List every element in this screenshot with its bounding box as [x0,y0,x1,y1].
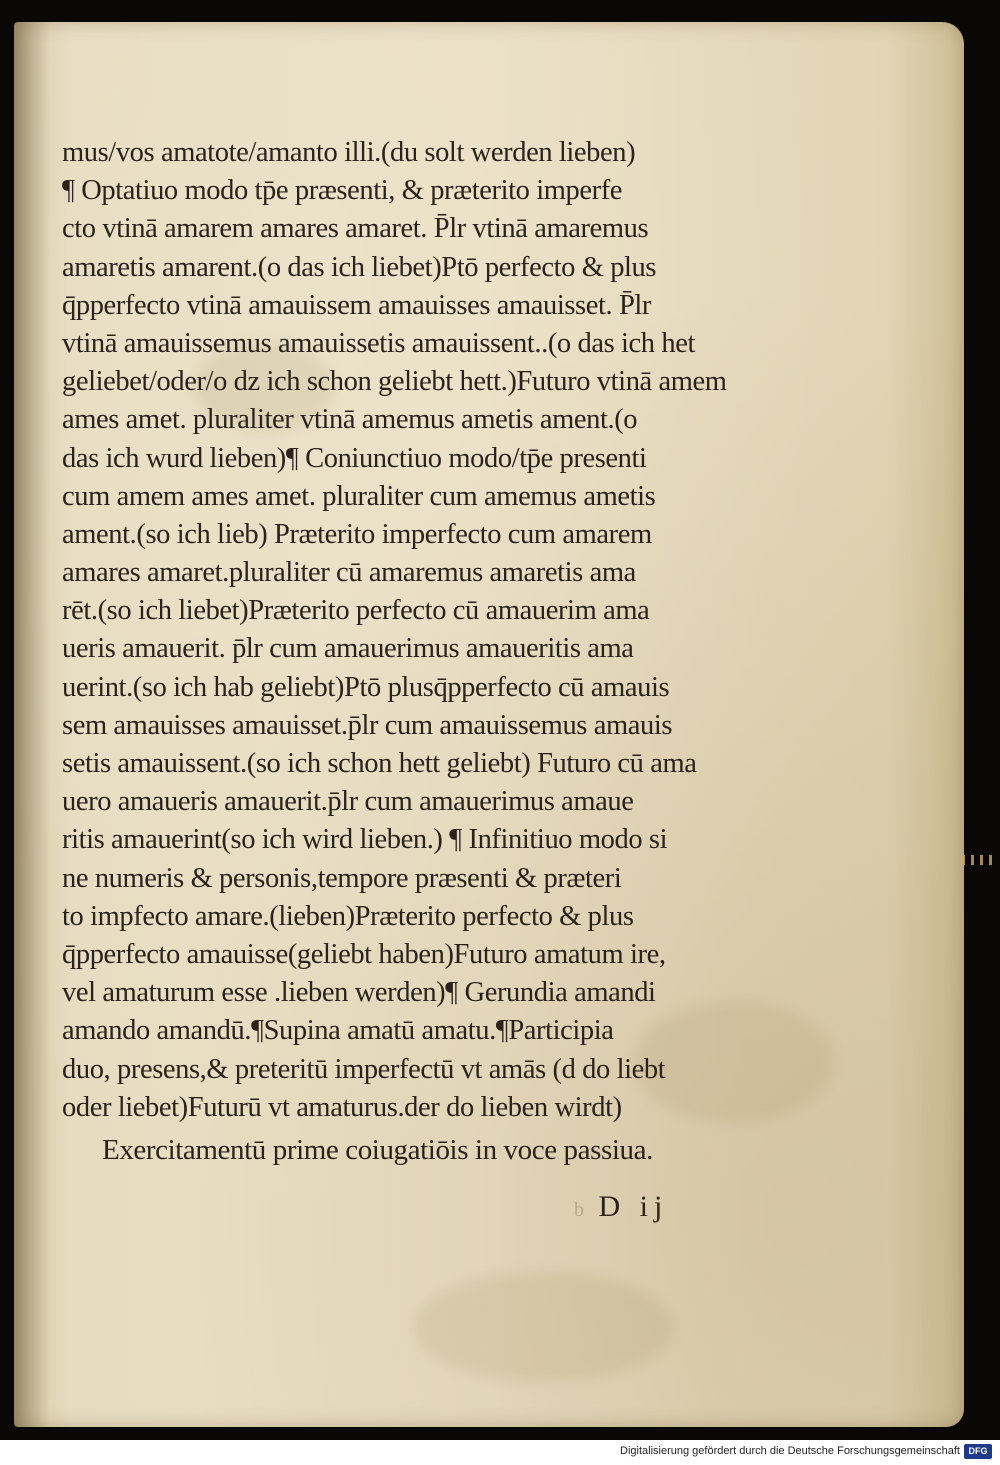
text-line: oder liebet)Futurū vt amaturus.der do lieben wirdt) [62,1091,622,1123]
text-line: to impfecto amare.(lieben)Præterito perfecto & plus [62,900,634,932]
edge-dots-decoration [962,855,998,865]
text-line: cum amem ames amet. pluraliter cum amemus ametis [62,480,656,512]
text-line: vel amaturum esse .lieben werden)¶ Gerundia amandi [62,977,656,1009]
text-line: uerint.(so ich hab geliebt)Ptō plusq̄pperfecto cū amauis [62,671,670,703]
footer-credit: Digitalisierung gefördert durch die Deutsche Forschungsgemeinschaft [620,1445,960,1457]
text-line: rēt.(so ich liebet)Præterito perfecto cū amauerim ama [62,595,650,627]
text-line: ames amet. pluraliter vtinā amemus ametis ament.(o [62,404,638,436]
page-gutter-shadow [14,22,50,1427]
text-line: ne numeris & personis,tempore præsenti & præteri [62,862,622,894]
text-line: uero amaueris amauerit.p̄lr cum amauerimus amaue [62,786,634,818]
signature-ghost-letter: b [574,1199,585,1221]
text-line: cto vtinā amarem amares amaret. P̄lr vtinā amaremus [62,213,649,245]
text-line: ritis amauerint(so ich wird lieben.) ¶ Infinitiuo modo si [62,824,668,856]
dfg-logo: DFG [964,1444,992,1459]
text-line: q̄pperfecto vtinā amauissem amauisses amauisset. P̄lr [62,289,652,321]
footer-bar [0,1440,1000,1465]
text-line: ament.(so ich lieb) Præterito imperfecto cum amarem [62,518,652,550]
signature-text: D ij [598,1190,669,1223]
text-line: ueris amauerit. p̄lr cum amauerimus amaueritis ama [62,633,634,665]
text-line: das ich wurd lieben)¶ Coniunctiuo modo/tp̄e presenti [62,442,647,474]
text-line: duo, presens,& preteritū imperfectū vt amās (d do liebt [62,1053,666,1085]
text-line: sem amauisses amauisset.p̄lr cum amauissemus amauis [62,709,673,741]
text-line: amando amandū.¶Supina amatū amatu.¶Participia [62,1015,614,1047]
text-line: vtinā amauissemus amauissetis amauissent..(o das ich het [62,327,695,359]
paper-stain [414,1272,674,1382]
text-line: ¶ Optatiuo modo tp̄e præsenti, & præterito imperfe [62,175,623,207]
text-line: amares amaret.pluraliter cū amaremus amaretis ama [62,557,636,589]
text-line: amaretis amarent.(o das ich liebet)Ptō perfecto & plus [62,251,657,283]
page-text-block [62,134,802,1169]
signature-mark [574,1190,668,1224]
text-line: setis amauissent.(so ich schon hett geliebt) Futuro cū ama [62,748,697,779]
text-line: geliebet/oder/o dz ich schon geliebt hett.)Futuro vtinā amem [62,366,727,398]
book-page [14,22,964,1427]
text-line: Exercitamentū prime coiugatiōis in voce passiua. [102,1133,653,1166]
text-line: q̄pperfecto amauisse(geliebt haben)Futuro amatum ire, [62,938,666,970]
text-line: mus/vos amatote/amanto illi.(du solt werden lieben) [62,137,636,168]
